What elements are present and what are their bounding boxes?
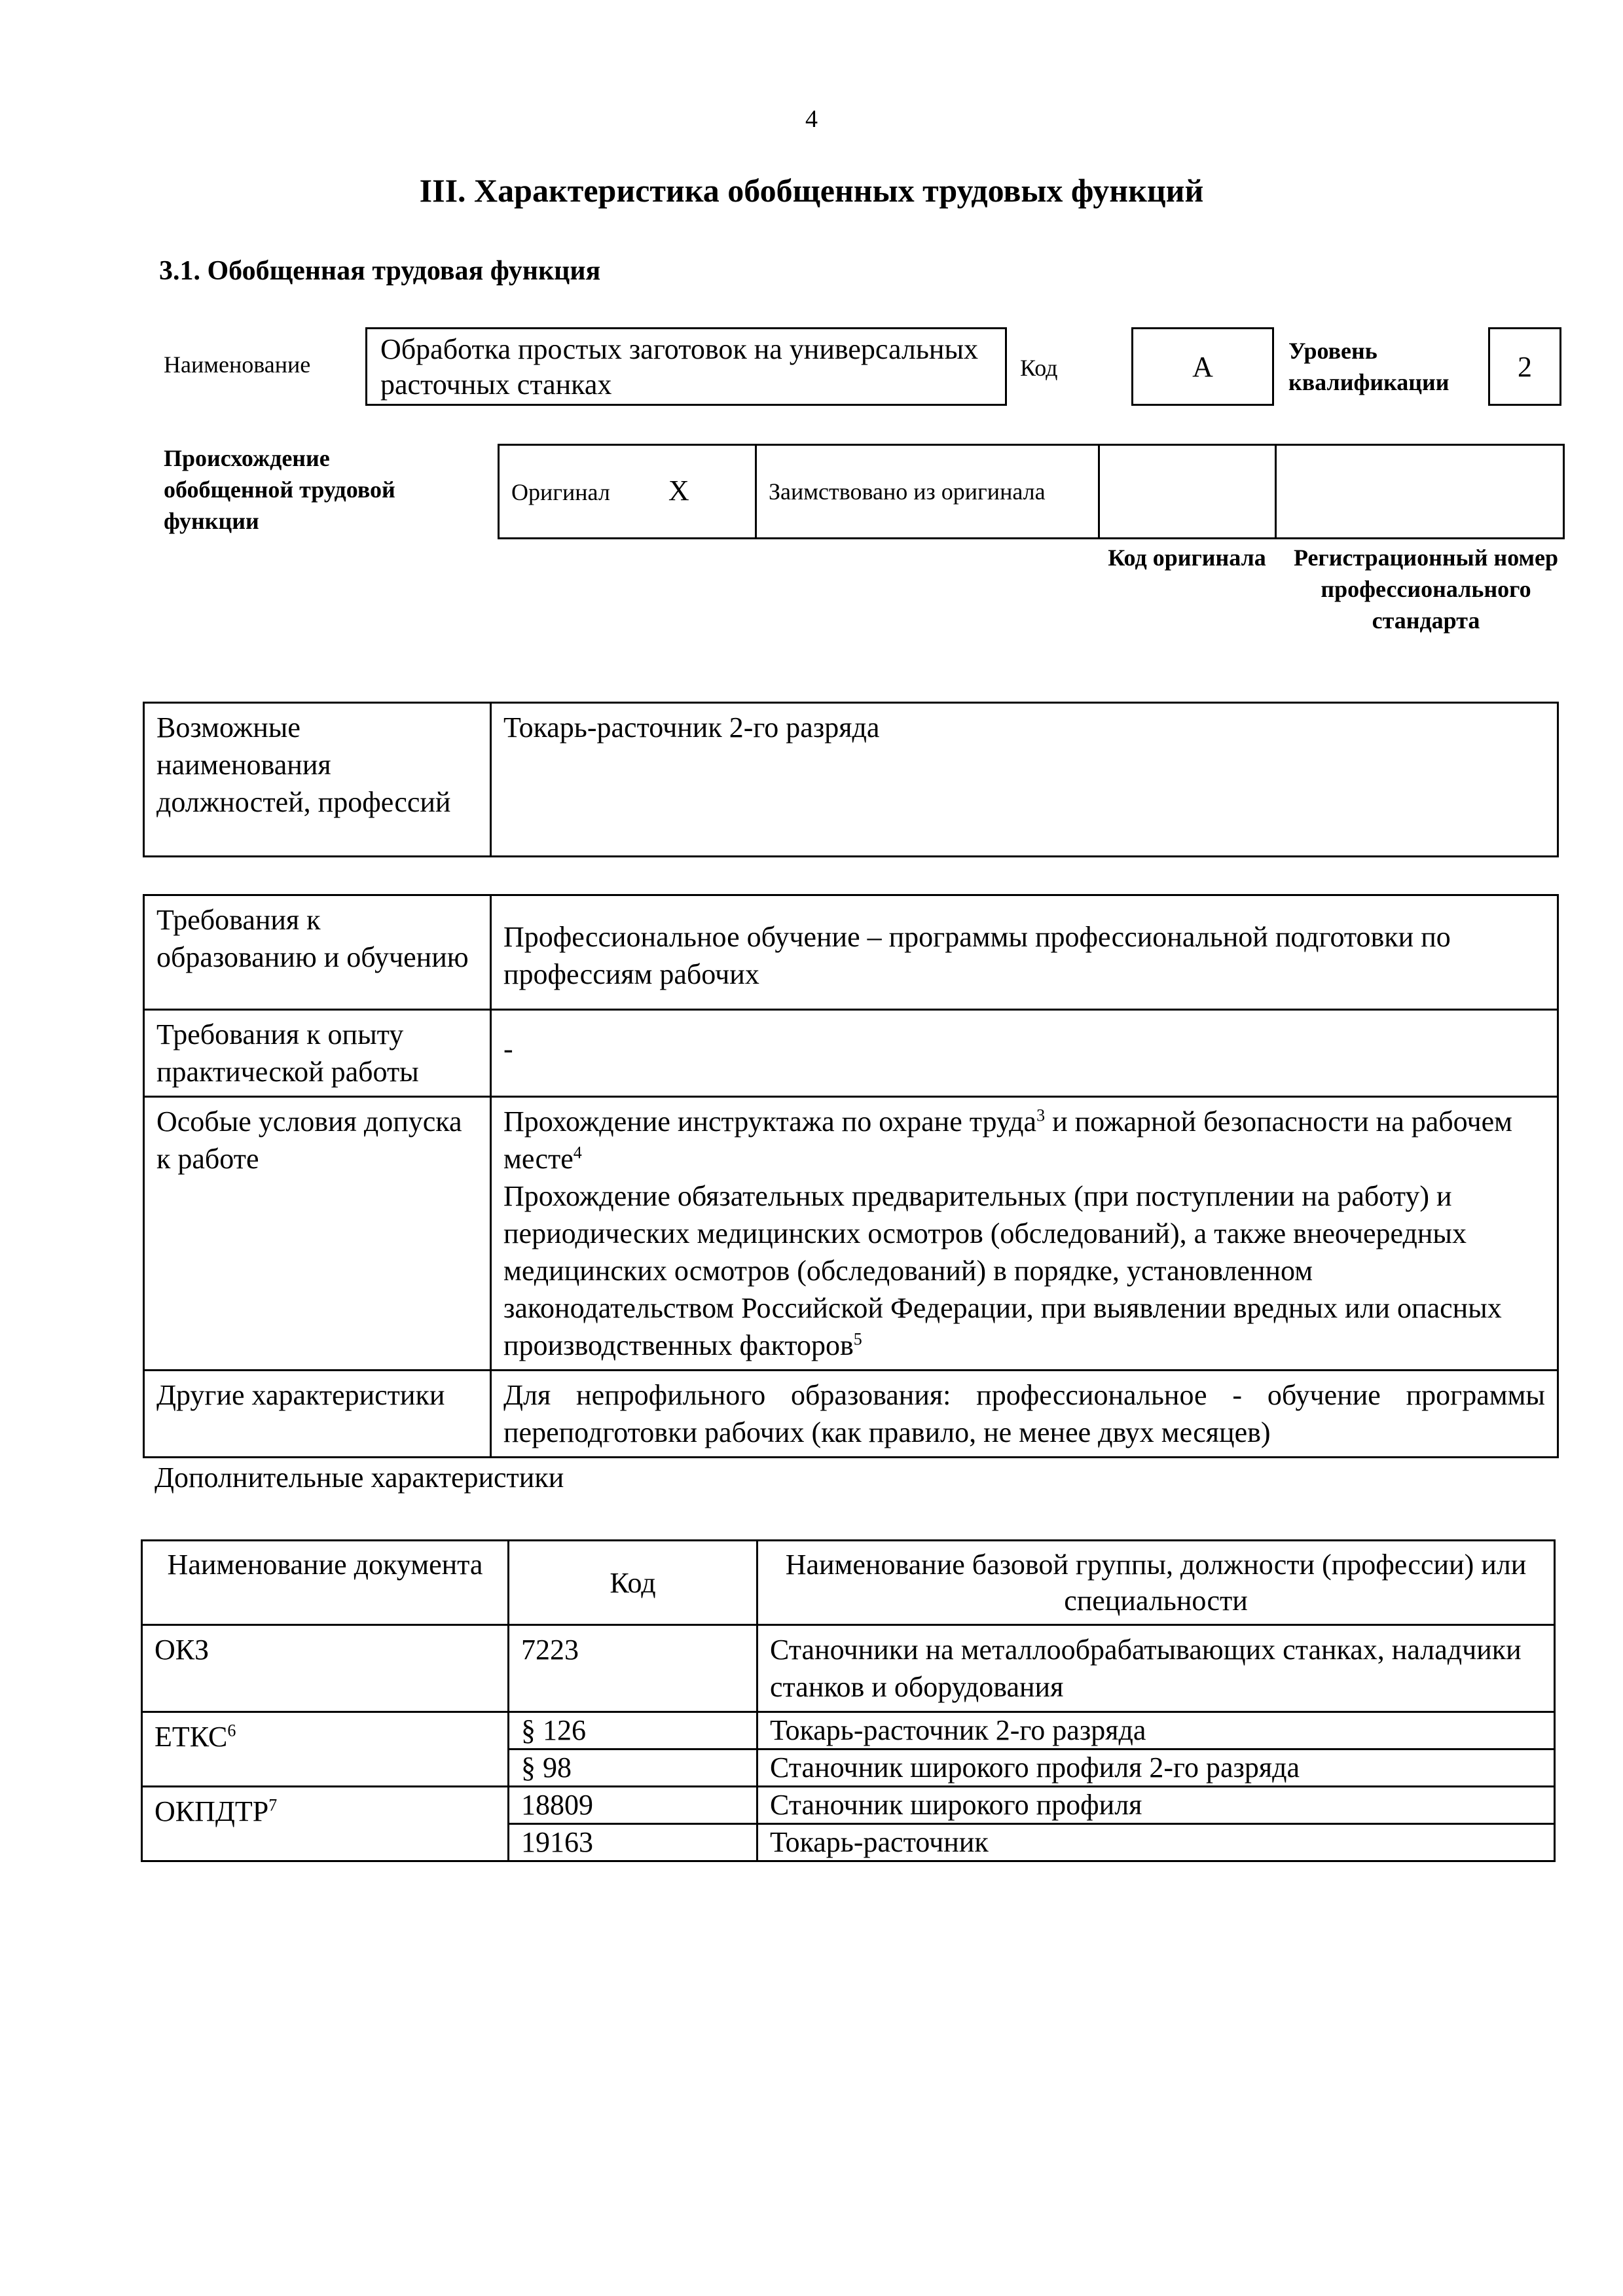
header-group-name: Наименование базовой группы, должности (профессии) или специальности [757, 1541, 1555, 1625]
page-number: 4 [805, 105, 818, 133]
header-code: Код [509, 1541, 757, 1625]
code-cell: 19163 [509, 1824, 757, 1861]
education-value: Профессиональное обучение – программы профессиональной подготовки по профессиям рабочих [491, 895, 1558, 1010]
experience-label: Требования к опыту практической работы [144, 1010, 491, 1097]
conditions-paragraph-1: Прохождение инструктажа по охране труда$^3$ и пожарной безопасности на рабочем месте$^4$ [503, 1105, 1513, 1175]
name-box [365, 327, 1007, 406]
footnote-ref-6: 6 [227, 1721, 236, 1740]
footnote-ref-7: 7 [268, 1795, 278, 1815]
original-mark: Х [668, 475, 689, 507]
header-document: Наименование документа [142, 1541, 509, 1625]
code-cell: 7223 [509, 1625, 757, 1712]
doc-cell-okpdtr: ОКПДТР$^7$ [142, 1787, 509, 1861]
code-original-caption: Код оригинала [1108, 545, 1266, 571]
name-cell: Станочник широкого профиля [757, 1787, 1555, 1824]
conditions-paragraph-2: Прохождение обязательных предварительных (при поступлении на работу) и периодических медицинских осмотров (обследований), а также внеочередных медицинских осмотров (обследований) в порядке, установленном законодательством Российской Федерации, при выявлении вредных или опасных производственных факторов$^5$ [503, 1180, 1502, 1361]
other-value: Для непрофильного образования: профессиональное - обучение программы переподготовки рабочих (как правило, не менее двух месяцев) [491, 1371, 1558, 1458]
footnote-ref-4: 4 [573, 1143, 582, 1162]
code-original-cell [1099, 445, 1276, 539]
borrowed-cell: Заимствовано из оригинала [756, 445, 1099, 539]
section-title: III. Характеристика обобщенных трудовых функций [419, 172, 1204, 209]
original-label: Оригинал [511, 479, 610, 505]
requirements-table [143, 894, 1559, 1458]
reg-number-caption: Регистрационный номер профессионального стандарта [1293, 545, 1559, 634]
additional-table [141, 1539, 1556, 1862]
footnote-ref-3: 3 [1036, 1105, 1046, 1125]
other-label: Другие характеристики [144, 1371, 491, 1458]
name-cell: Токарь-расточник 2-го разряда [757, 1712, 1555, 1749]
code-value: А [1192, 351, 1213, 383]
doc-cell-okz: ОКЗ [142, 1625, 509, 1712]
level-value: 2 [1518, 351, 1532, 383]
name-cell: Станочники на металлообрабатывающих станках, наладчики станков и оборудования [757, 1625, 1555, 1712]
code-cell: § 98 [509, 1749, 757, 1787]
code-label: Код [1020, 355, 1058, 381]
origin-table [498, 444, 1565, 539]
conditions-value [491, 1097, 1558, 1371]
footnote-ref-5: 5 [853, 1329, 862, 1349]
doc-cell-etks: ЕТКС$^6$ [142, 1712, 509, 1787]
additional-title: Дополнительные характеристики [155, 1462, 564, 1494]
level-label: Уровень квалификации [1288, 338, 1450, 395]
name-label: Наименование [164, 351, 311, 378]
subsection-title: 3.1. Обобщенная трудовая функция [159, 256, 601, 286]
positions-value: Токарь-расточник 2-го разряда [491, 703, 1558, 857]
name-cell: Токарь-расточник [757, 1824, 1555, 1861]
name-cell: Станочник широкого профиля 2-го разряда [757, 1749, 1555, 1787]
original-cell [499, 445, 756, 539]
education-label: Требования к образованию и обучению [144, 895, 491, 1010]
positions-label: Возможные наименования должностей, профессий [144, 703, 491, 857]
level-box [1488, 327, 1561, 406]
origin-label: Происхождение обобщенной трудовой функции [164, 445, 395, 534]
name-value: Обработка простых заготовок на универсальных расточных станках [380, 333, 979, 401]
reg-number-cell [1276, 445, 1564, 539]
code-cell: 18809 [509, 1787, 757, 1824]
positions-table [143, 702, 1559, 857]
code-box [1131, 327, 1274, 406]
code-cell: § 126 [509, 1712, 757, 1749]
conditions-label: Особые условия допуска к работе [144, 1097, 491, 1371]
experience-value: - [491, 1010, 1558, 1097]
